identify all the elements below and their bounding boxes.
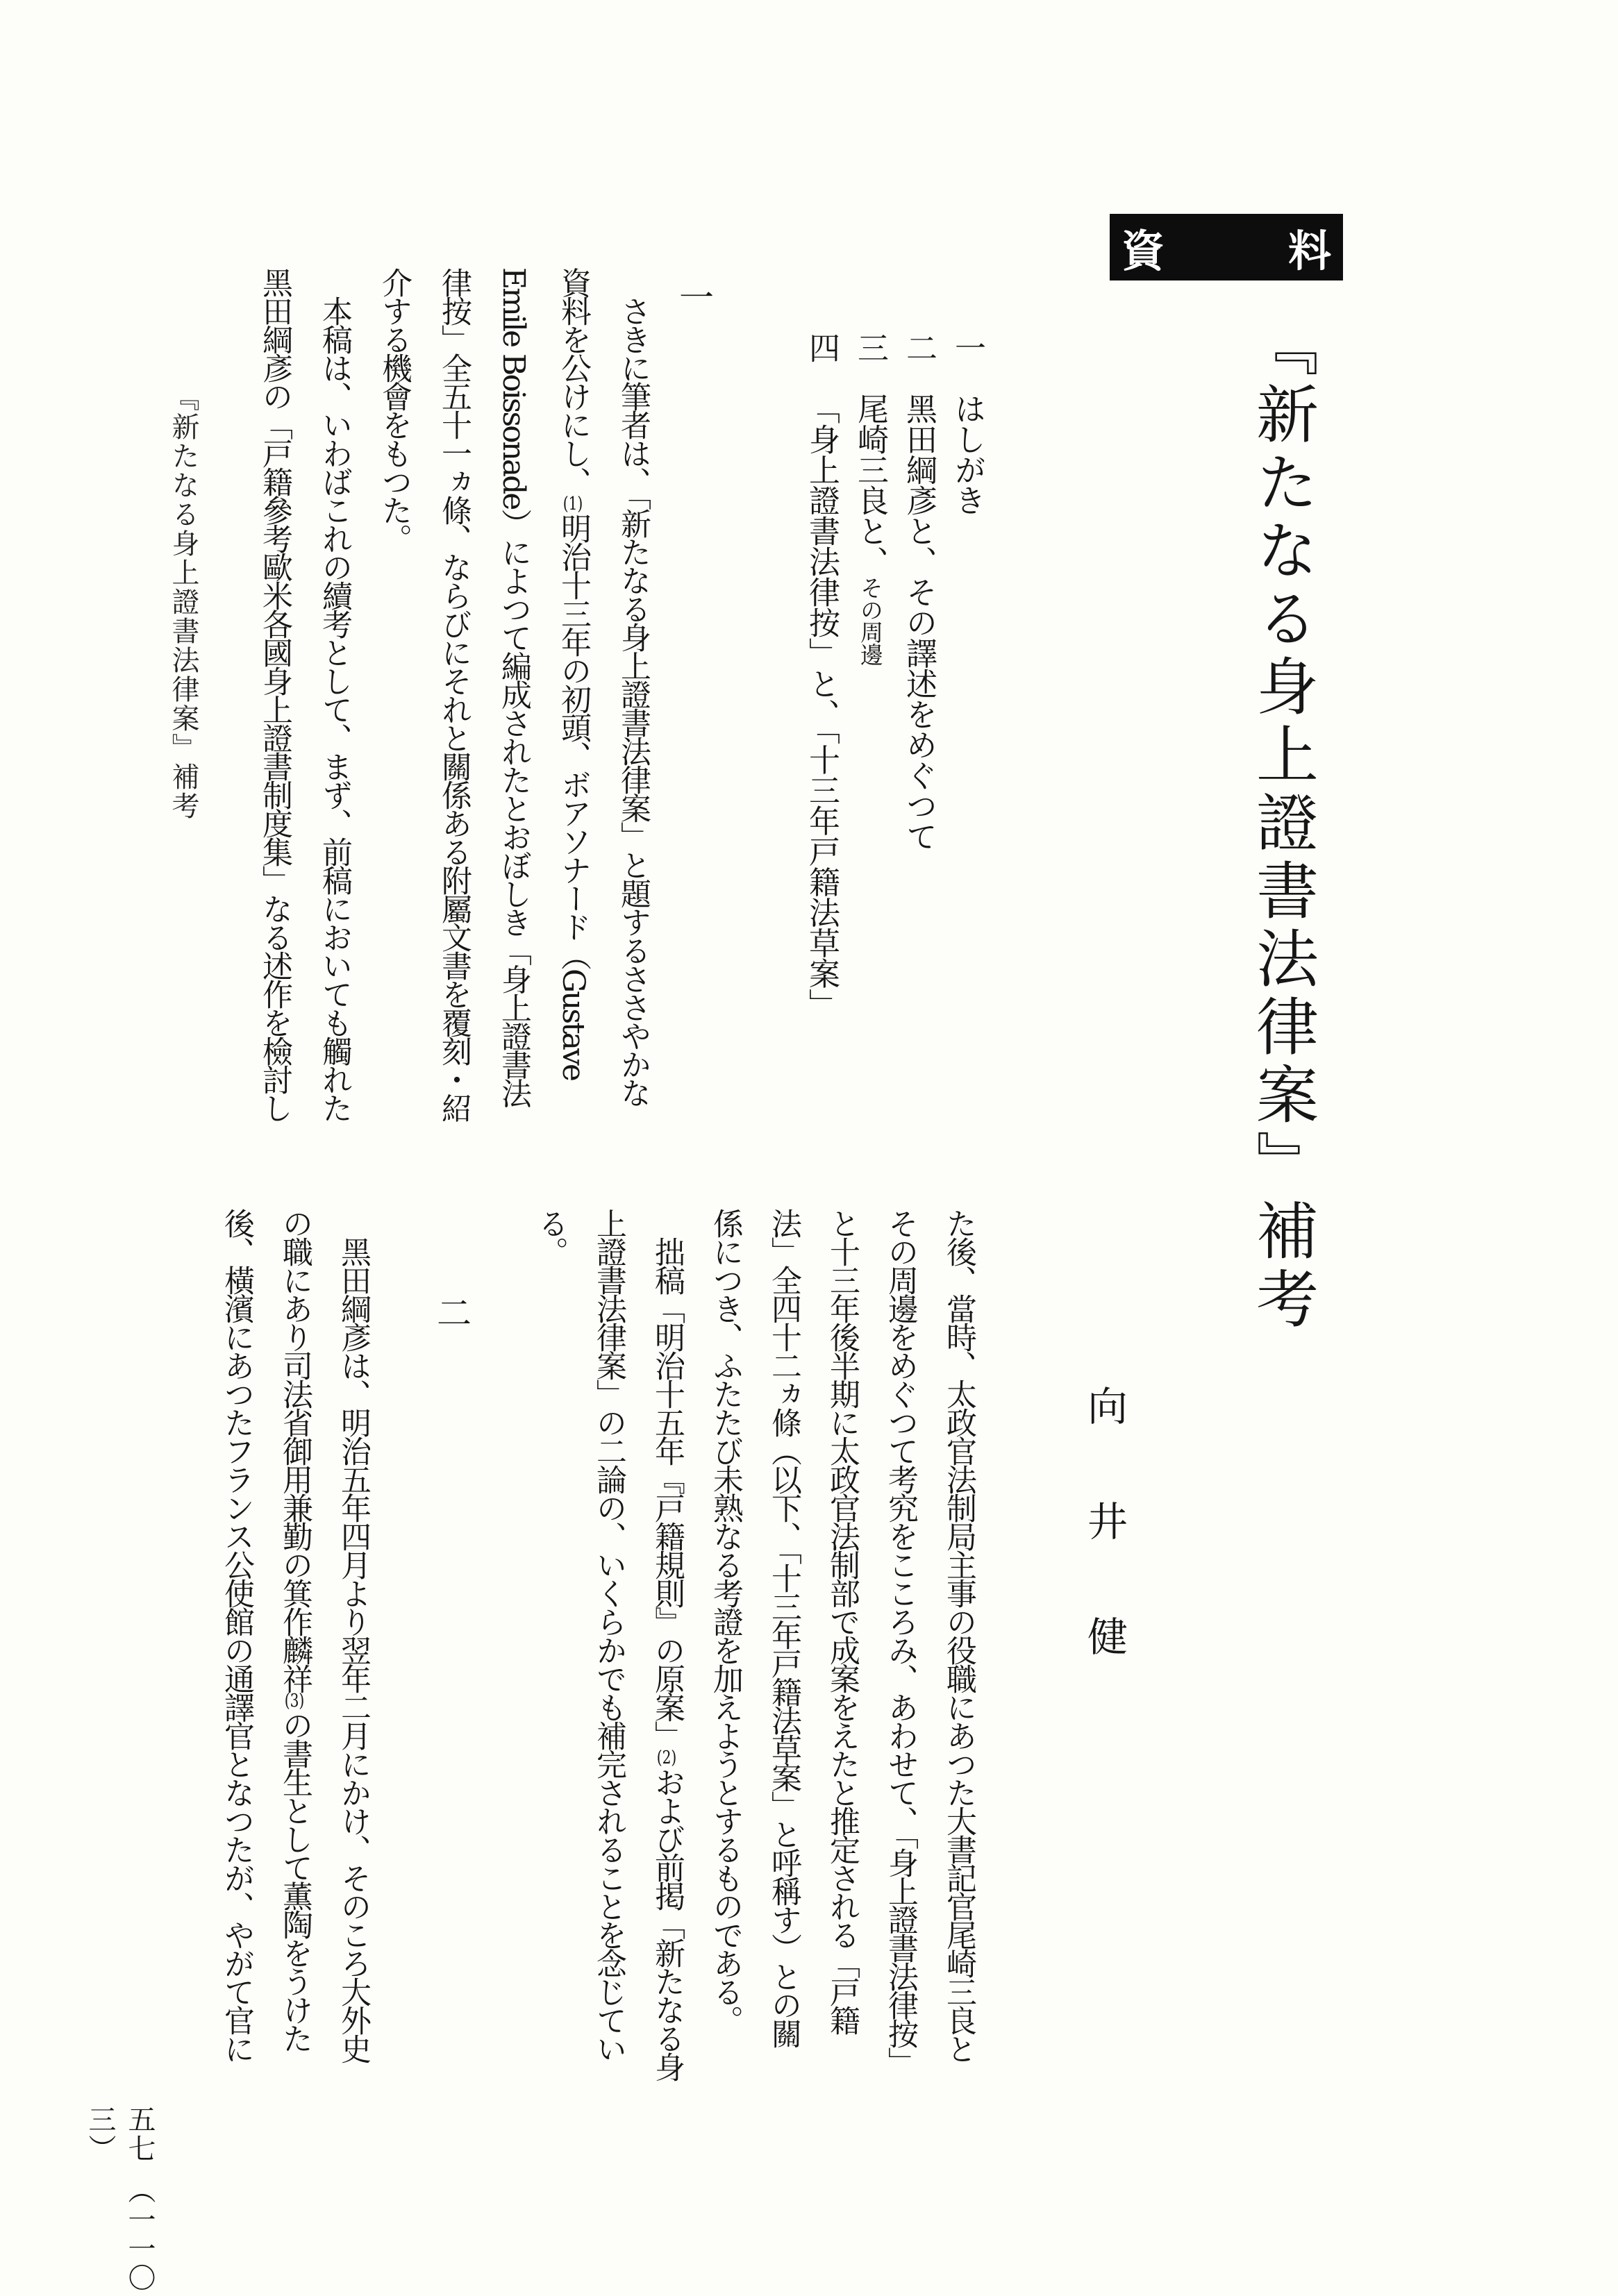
toc-label: 「身上證書法律按」と、「十三年戸籍法草案」: [803, 393, 840, 1019]
text-line: その周邊をめぐつて考究をこころみ、あわせて、「身上證書法律按」: [883, 1208, 918, 2075]
text-line: 法」全四十二ヵ條（以下、「十三年戸籍法草案」と呼稱す）との關: [766, 1208, 801, 2047]
page-number-series: （一一〇三）: [84, 2105, 156, 2293]
toc-number: 一: [949, 332, 986, 362]
running-title: 『新たなる身上證書法律案』補考: [167, 383, 199, 821]
section-2-marker: 二: [431, 1295, 472, 1330]
page-number-main: 五七: [124, 2105, 156, 2163]
text-line: 上證書法律案」の二論の、いくらかでも補完されることを念じてい: [591, 1208, 626, 2062]
text-line: 黑田綱彥の「戸籍參考歐米各國身上證書制度集」なる述作を檢討し: [257, 267, 292, 1121]
footnote-mark-1: (1): [562, 495, 583, 513]
text-line: さきに筆者は、「新たなる身上證書法律案」と題するささやかな: [615, 267, 651, 1106]
section-1-block: [229, 229, 725, 1215]
toc-label: はしがき: [949, 393, 986, 515]
text-line: 律按」全五十一ヵ條、ならびにそれと關係ある附屬文書を覆刻・紹: [436, 267, 472, 1121]
author-name: 向 井 健: [1081, 1385, 1128, 1673]
text-line: 係につき、ふたたび未熟なる考證を加えようとするものである。: [708, 1208, 743, 2034]
section-1-marker: 一: [674, 279, 714, 314]
footnote-mark-2: (2): [656, 1749, 677, 1767]
article-title: 『新たなる身上證書法律案』補考: [1245, 314, 1318, 1334]
text-line: 資料を公けにし、(1)明治十三年の初頭、ボアソナード（Gustave: [556, 267, 591, 1080]
toc-item-1: [943, 332, 992, 1221]
section-2-block: [207, 1205, 987, 2128]
toc-label-small: その周邊: [857, 576, 884, 665]
text-line: た後、當時、太政官法制局主事の役職にあつた大書記官尾崎三良と: [941, 1208, 976, 2062]
text-line: 本稿は、いわばこれの續考として、まず、前稿においても觸れた: [317, 267, 352, 1121]
toc-number: 三: [852, 332, 889, 362]
toc-label: 尾崎三良と、: [852, 393, 889, 576]
text-line: 拙稿「明治十五年『戸籍規則』の原案」(2)および前掲「新たなる身: [649, 1208, 685, 2080]
text-line: 介する機會をもつた。: [376, 267, 412, 552]
toc-item-4: [797, 332, 846, 1221]
toc-label: 黑田綱彥と、その譯述をめぐつて: [901, 393, 937, 851]
text-line: の職にあり司法省御用兼勤の箕作麟祥(3)の書生として薫陶をうけた: [277, 1208, 312, 2052]
toc-item-3: [846, 332, 894, 1221]
category-label-box: [1110, 214, 1371, 280]
text-line: る。: [533, 1208, 568, 1265]
toc-item-2: [894, 332, 943, 1221]
table-of-contents: [783, 332, 992, 1221]
toc-number: 二: [901, 332, 937, 362]
text-line: 後、橫濱にあつたフランス公使館の通譯官となつたが、やがて官に: [219, 1208, 254, 2062]
page-number: [81, 2105, 160, 2296]
text-line: Emile Boissonade）によつて編成されたとおぼしき「身上證書法: [496, 267, 531, 1107]
category-label: 資 料: [1121, 225, 1371, 276]
text-line: と十三年後半期に太政官法制部で成案をえたと推定される「戸籍: [824, 1208, 860, 2034]
footnote-mark-3: (3): [284, 1692, 305, 1710]
toc-number: 四: [803, 332, 840, 362]
text-line: 黑田綱彥は、明治五年四月より翌年二月にかけ、そのころ大外史: [335, 1208, 371, 2062]
